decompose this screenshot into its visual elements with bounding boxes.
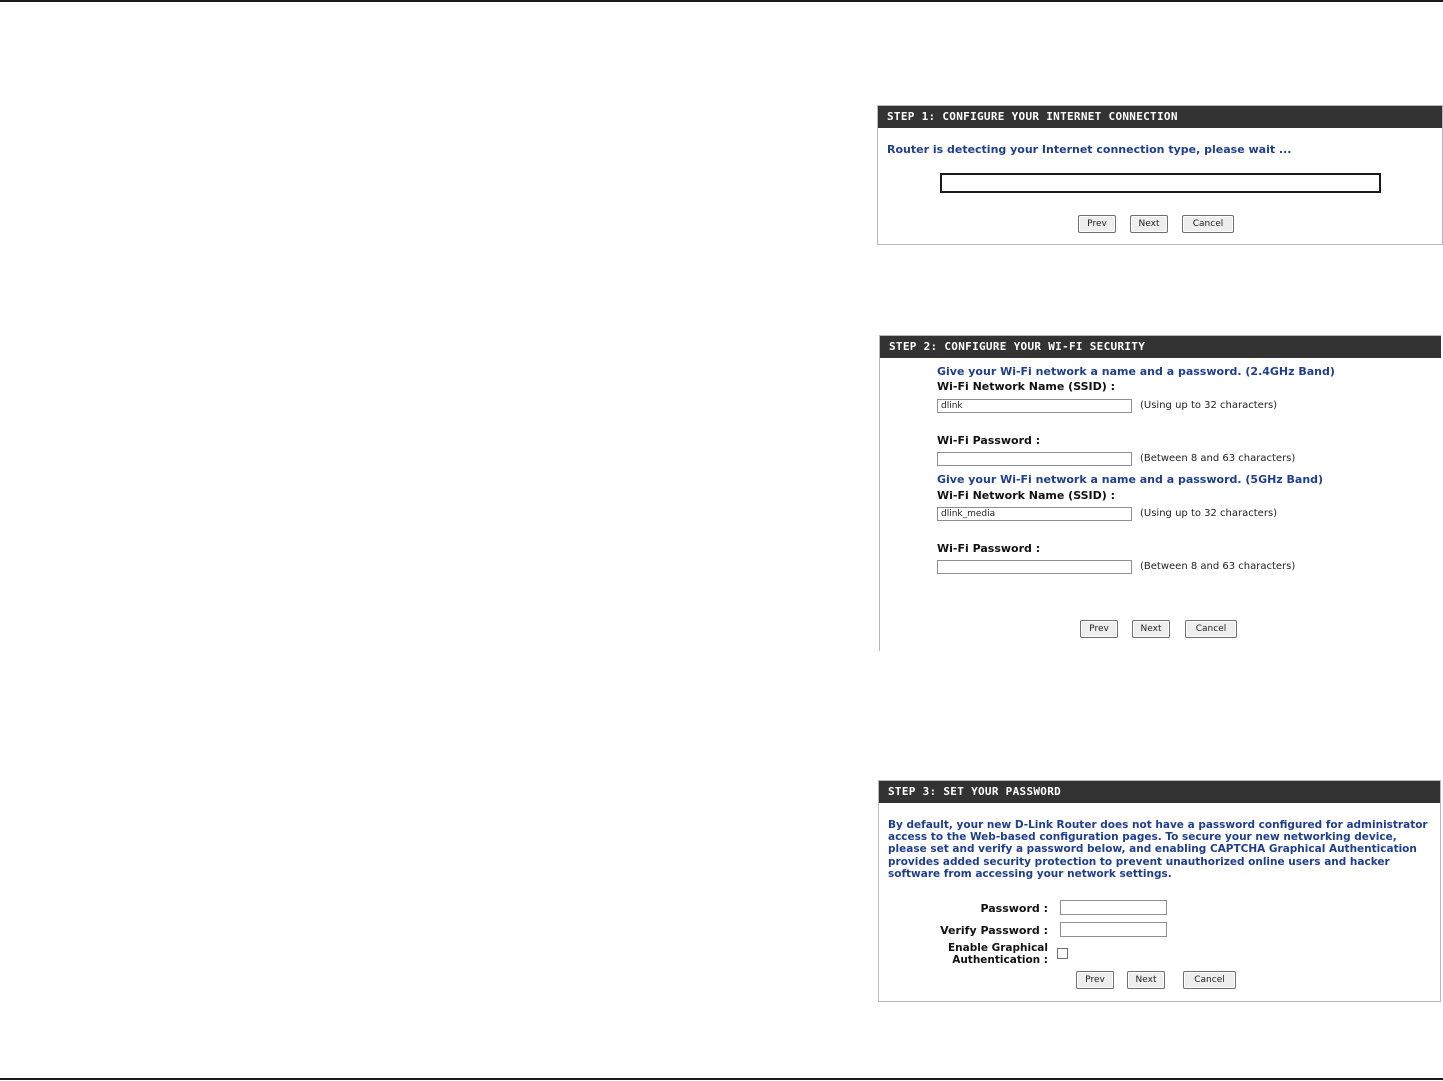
step1-header: STEP 1: CONFIGURE YOUR INTERNET CONNECTION (878, 106, 1442, 128)
step1-progress-bar (940, 173, 1381, 193)
step1-next-button[interactable]: Next (1130, 215, 1168, 233)
step2-cancel-button[interactable]: Cancel (1185, 620, 1237, 638)
step2-band24-ssid-hint: (Using up to 32 characters) (1140, 400, 1278, 411)
step2-band5-password-hint: (Between 8 and 63 characters) (1140, 561, 1296, 572)
step3-password-input[interactable] (1060, 900, 1167, 915)
step1-panel (877, 105, 1443, 245)
bottom-rule (0, 1078, 1443, 1080)
step2-band5-ssid-hint: (Using up to 32 characters) (1140, 508, 1278, 519)
step3-captcha-label (948, 942, 1048, 966)
step3-captcha-label-line1: Enable Graphical (947, 942, 1048, 954)
step3-prev-button[interactable]: Prev (1076, 971, 1114, 989)
step3-verify-password-label: Verify Password : (940, 924, 1048, 937)
step3-password-label: Password : (980, 902, 1048, 915)
step2-header: STEP 2: CONFIGURE YOUR WI-FI SECURITY (880, 336, 1441, 358)
step2-band5-ssid-label: Wi-Fi Network Name (SSID) : (937, 489, 1116, 502)
step3-header: STEP 3: SET YOUR PASSWORD (879, 781, 1440, 803)
step3-verify-password-input[interactable] (1060, 922, 1167, 937)
step3-next-button[interactable]: Next (1127, 971, 1165, 989)
step2-band5-password-label: Wi-Fi Password : (937, 542, 1041, 555)
step2-band5-password-input[interactable] (937, 560, 1132, 574)
step2-panel (879, 335, 1441, 651)
step1-cancel-button[interactable]: Cancel (1182, 215, 1234, 233)
step2-band24-ssid-label: Wi-Fi Network Name (SSID) : (937, 380, 1116, 393)
step3-cancel-button[interactable]: Cancel (1183, 971, 1236, 989)
top-rule (0, 0, 1443, 2)
step2-band24-password-label: Wi-Fi Password : (937, 434, 1041, 447)
step3-description: By default, your new D-Link Router does not have a password configured for administrator access to the Web-based configuration pages. To secure your new networking device, please set and verify a password below, and enabling CAPTCHA Graphical Authentication provides added security protection to prevent unauthorized online users and hacker software from accessing your network settings. (888, 819, 1428, 880)
step2-band24-password-hint: (Between 8 and 63 characters) (1140, 453, 1296, 464)
step3-panel (878, 780, 1441, 1002)
step2-band24-password-input[interactable] (937, 452, 1132, 466)
step2-band5-intro: Give your Wi-Fi network a name and a password. (5GHz Band) (937, 473, 1324, 486)
step1-status-text: Router is detecting your Internet connection type, please wait ... (887, 143, 1292, 156)
step3-captcha-checkbox[interactable] (1057, 948, 1068, 959)
step1-prev-button[interactable]: Prev (1078, 215, 1116, 233)
step2-prev-button[interactable]: Prev (1080, 620, 1118, 638)
step3-captcha-label-line2: Authentication : (952, 954, 1048, 966)
step2-band5-ssid-input[interactable] (937, 507, 1132, 521)
step2-band24-ssid-input[interactable] (937, 399, 1132, 413)
step2-band24-intro: Give your Wi-Fi network a name and a password. (2.4GHz Band) (937, 365, 1335, 378)
step2-next-button[interactable]: Next (1132, 620, 1170, 638)
